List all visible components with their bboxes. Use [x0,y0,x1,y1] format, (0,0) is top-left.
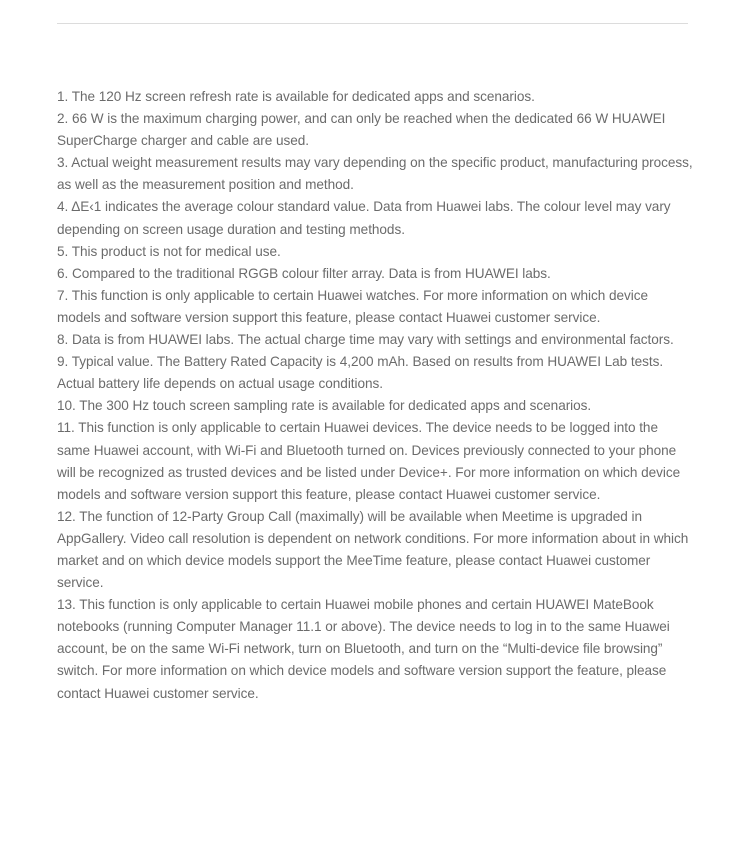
footnote-4: 4. ΔE‹1 indicates the average colour standard value. Data from Huawei labs. The colour level may vary depending on screen usage duration and testing methods. [57,199,671,237]
footnote-5: 5. This product is not for medical use. [57,243,281,259]
footnote-7: 7. This function is only applicable to certain Huawei watches. For more information on which device models and software version support this feature, please contact Huawei customer service. [57,287,648,325]
footnote-10: 10. The 300 Hz touch screen sampling rate is available for dedicated apps and scenarios. [57,398,592,414]
footnote-3: 3. Actual weight measurement results may vary depending on the specific product, manufacturing process, as well as the measurement position and method. [57,155,693,193]
footnotes-list [57,86,693,705]
footnote-9: 9. Typical value. The Battery Rated Capacity is 4,200 mAh. Based on results from HUAWEI Lab tests. Actual battery life depends on actual usage conditions. [57,354,664,392]
footnote-11: 11. This function is only applicable to certain Huawei devices. The device needs to be logged into the same Huawei account, with Wi-Fi and Bluetooth turned on. Devices previously connected to your phone will be recognized as trusted devices and be listed under Device+. For more information on which device models and software version support this feature, please contact Huawei customer service. [57,420,681,502]
footnote-6: 6. Compared to the traditional RGGB colour filter array. Data is from HUAWEI labs. [57,265,551,281]
footnote-12: 12. The function of 12-Party Group Call (maximally) will be available when Meetime is upgraded in AppGallery. Video call resolution is dependent on network conditions. For more information about in which market and on which device models support the MeeTime feature, please contact Huawei customer service. [57,508,689,591]
footnote-2: 2. 66 W is the maximum charging power, and can only be reached when the dedicated 66 W HUAWEI SuperCharge charger and cable are used. [57,111,666,149]
section-divider [57,23,688,24]
footnote-1: 1. The 120 Hz screen refresh rate is available for dedicated apps and scenarios. [57,89,535,104]
footnote-13: 13. This function is only applicable to certain Huawei mobile phones and certain HUAWEI MateBook notebooks (running Computer Manager 11.1 or above). The device needs to log in to the same Huawei account, be on the same Wi-Fi network, turn on Bluetooth, and turn on the “Multi-device file browsing” switch. For more information on which device models and software version support the feature, please contact Huawei customer service. [57,597,670,701]
footnote-8: 8. Data is from HUAWEI labs. The actual charge time may vary with settings and environmental factors. [57,332,674,348]
